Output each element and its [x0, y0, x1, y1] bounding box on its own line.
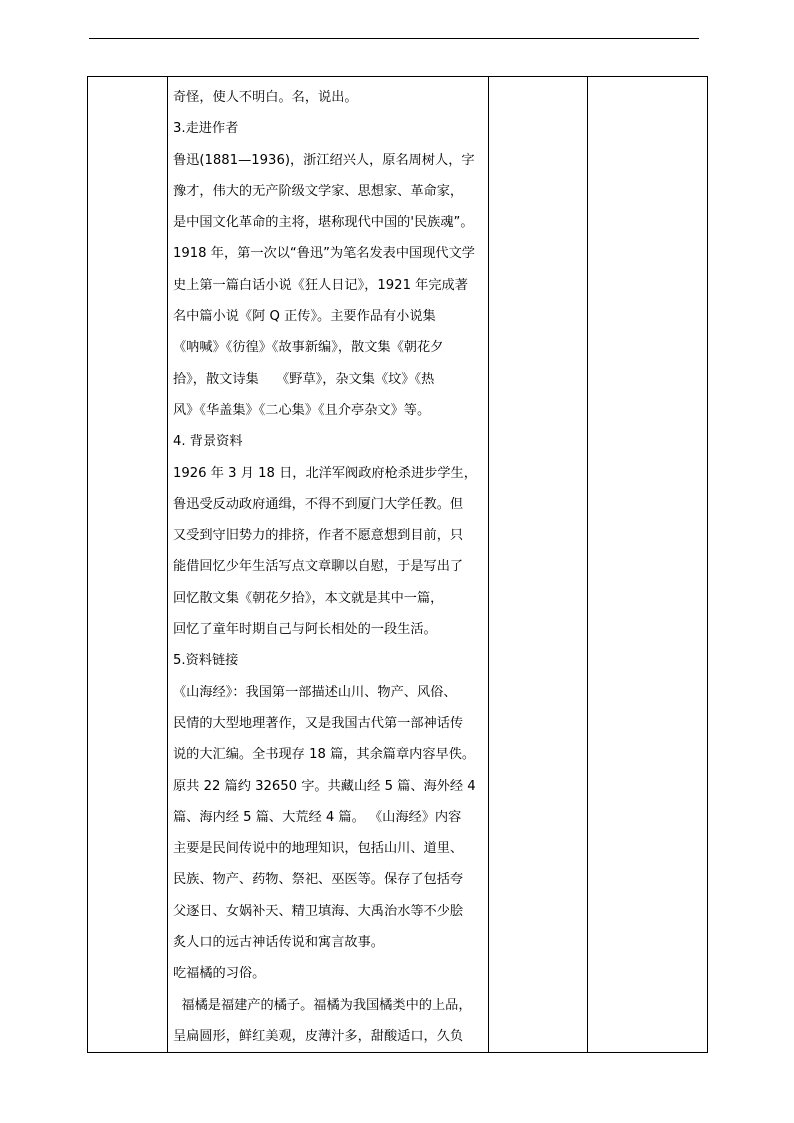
- text-line: 民情的大型地理著作，又是我国古代第一部神话传: [173, 715, 464, 731]
- text-line: 福橘是福建产的橘子。福橘为我国橘类中的上品，: [173, 997, 472, 1013]
- text-line: 鲁迅受反动政府通缉，不得不到厦门大学任教。但: [173, 496, 464, 512]
- text-line: 名中篇小说《阿 Q 正传》。主要作品有小说集: [173, 309, 436, 325]
- text-line: 呈扁圆形，鲜红美观，皮薄汁多，甜酸适口，久负: [173, 1028, 464, 1044]
- text-line: 豫才，伟大的无产阶级文学家、思想家、革命家，: [173, 183, 464, 199]
- text-line: 回忆散文集《朝花夕拾》，本文就是其中一篇，: [173, 590, 444, 606]
- text-line: 拾》，散文诗集 《野草》，杂文集《坟》《热: [173, 371, 435, 387]
- text-line: 回忆了童年时期自己与阿长相处的一段生活。: [173, 622, 437, 638]
- table-row: [88, 77, 708, 1053]
- text-line: 主要是民间传说中的地理知识，包括山川、道里、: [173, 841, 464, 857]
- text-line: 奇怪，使人不明白。名，说出。: [173, 90, 358, 105]
- lesson-table: [87, 76, 708, 1053]
- text-line: 是中国文化革命的主将，堪称现代中国的'民族魂”。: [173, 215, 474, 231]
- text-line: 风》《华盖集》《二心集》《且介亭杂文》等。: [173, 402, 431, 418]
- text-line: 能借回忆少年生活写点文章聊以自慰，于是写出了: [173, 559, 464, 575]
- text-line: 吃福橘的习俗。: [173, 966, 266, 982]
- text-line: 炙人口的远古神话传说和寓言故事。: [173, 935, 384, 951]
- text-line: 民族、物产、药物、祭祀、巫医等。保存了包括夸: [173, 872, 464, 888]
- text-line: 原共 22 篇约 32650 字。共藏山经 5 篇、海外经 4: [173, 778, 476, 794]
- text-line: 《山海经》：我国第一部描述山川、物产、风俗、: [173, 684, 457, 700]
- header-rule: [89, 38, 699, 39]
- content-cell: [168, 77, 489, 1053]
- text-line: 说的大汇编。全书现存 18 篇，其余篇章内容早佚。: [173, 747, 476, 763]
- text-line: 父逐日、女娲补天、精卫填海、大禹治水等不少脍: [173, 903, 464, 919]
- section-heading: 5.资料链接: [173, 653, 239, 669]
- text-line: 史上第一篇白话小说《狂人日记》，1921 年完成著: [173, 277, 468, 293]
- section-heading: 4. 背景资料: [173, 434, 243, 450]
- empty-cell-left: [88, 77, 168, 1053]
- text-line: 1926 年 3 月 18 日，北洋军阀政府枪杀进步学生，: [173, 465, 477, 481]
- empty-cell-middle: [489, 77, 588, 1053]
- text-line: 又受到守旧势力的排挤，作者不愿意想到目前，只: [173, 528, 464, 544]
- text-line: 鲁迅(1881—1936)，浙江绍兴人，原名周树人，字: [173, 152, 475, 168]
- text-line: 《呐喊》《彷徨》《故事新编》，散文集《朝花夕: [173, 340, 444, 356]
- section-heading: 3.走进作者: [173, 121, 239, 137]
- text-line: 1918 年，第一次以“鲁迅”为笔名发表中国现代文学: [173, 246, 475, 262]
- empty-cell-right: [588, 77, 708, 1053]
- text-line: 篇、海内经 5 篇、大荒经 4 篇。 《山海经》内容: [173, 809, 462, 825]
